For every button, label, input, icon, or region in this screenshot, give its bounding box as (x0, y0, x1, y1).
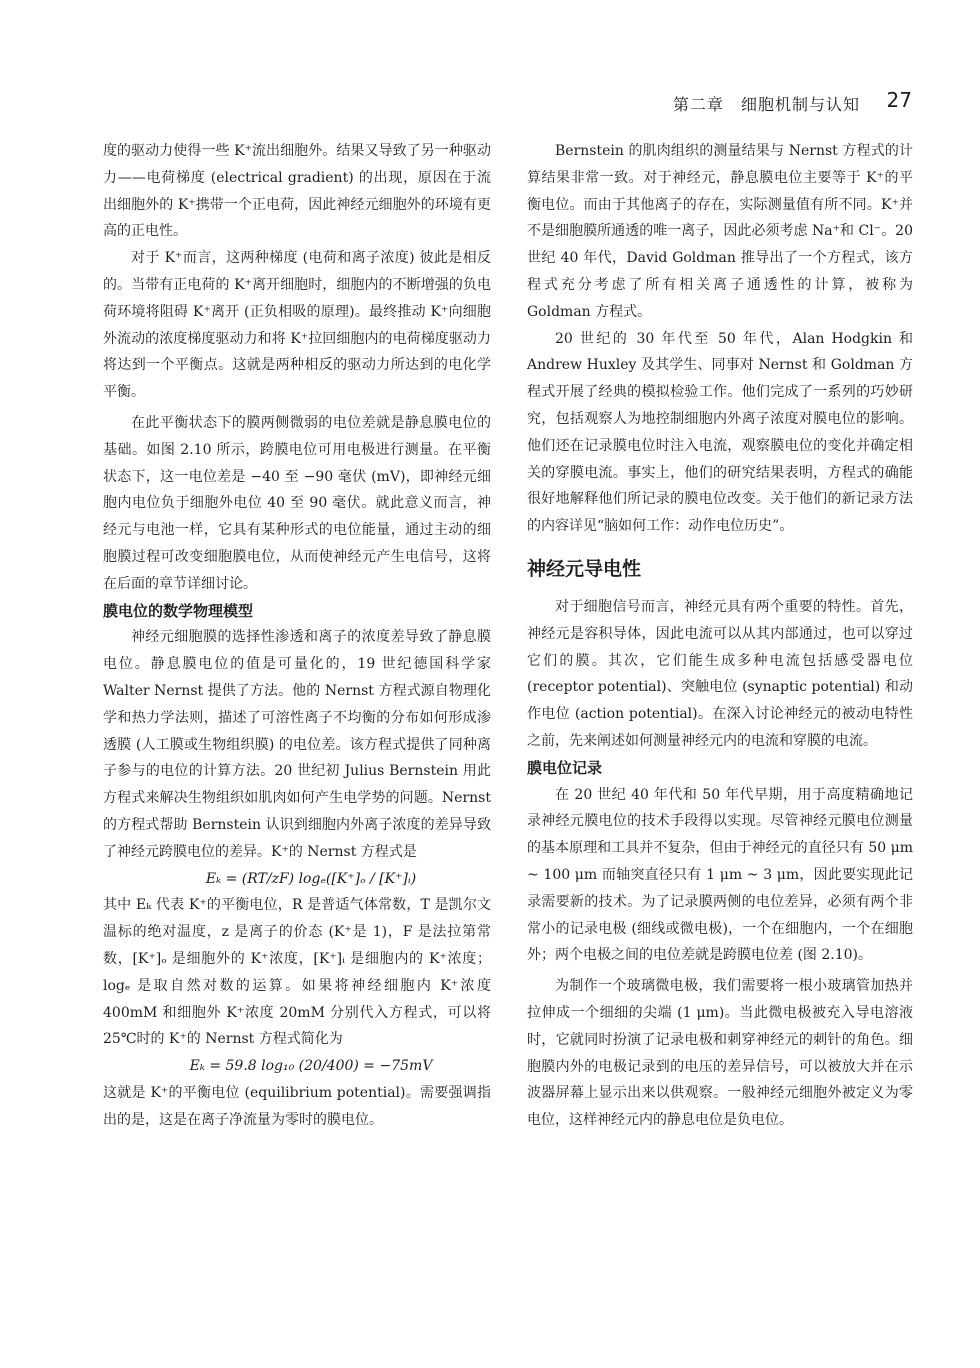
left-paragraph-5: 其中 Eₖ 代表 K⁺的平衡电位，R 是普适气体常数，T 是凯尔文温标的绝对温度，z 是离子的价态 (K⁺是 1)，F 是法拉第常数，[K⁺]ₒ 是细胞外的 K⁺浓度，[K⁺]ᵢ 是细胞内的 K⁺浓度；logₑ 是取自然对数的运算。如果将神经细胞内 K⁺浓度 400mM 和细胞外 K⁺浓度 20mM 分别代入方程式，可以将 25℃时的 K⁺的 Nernst 方程式简化为 (103, 897, 491, 1048)
right-paragraph-3: 对于细胞信号而言，神经元具有两个重要的特性。首先，神经元是容积导体，因此电流可以从其内部通过，也可以穿过它们的膜。其次，它们能生成多种电流包括感受器电位 (receptor potential)、突触电位 (synaptic potential) 和动作电位 (action potential)。在深入讨论神经元的被动电特性之前，先来阐述如何测量神经元内的电流和穿膜的电流。 (527, 598, 913, 749)
left-paragraph-2: 对于 K⁺而言，这两种梯度 (电荷和离子浓度) 彼此是相反的。当带有正电荷的 K⁺离开细胞时，细胞内的不断增强的负电荷环境将阻碍 K⁺离开 (正负相吸的原理)。最终推动 K⁺向细胞外流动的浓度梯度驱动力和将 K⁺拉回细胞内的电荷梯度驱动力将达到一个平衡点。这就是两种相反的驱动力所达到的电化学平衡。 (103, 250, 491, 401)
chapter-title: 第二章 细胞机制与认知 (672, 95, 860, 114)
right-paragraph-1: Bernstein 的肌肉组织的测量结果与 Nernst 方程式的计算结果非常一致。对于神经元，静息膜电位主要等于 K⁺的平衡电位。而由于其他离子的存在，实际测量值有所不同。K⁺并不是细胞膜所通透的唯一离子，因此必须考虑 Na⁺和 Cl⁻。20 世纪 40 年代，David Goldman 推导出了一个方程式，该方程式充分考虑了所有相关离子通透性的计算，被称为 Goldman 方程式。 (527, 143, 913, 320)
right-column (527, 138, 913, 1134)
left-paragraph-4: 神经元细胞膜的选择性渗透和离子的浓度差导致了静息膜电位。静息膜电位的值是可量化的，19 世纪德国科学家 Walter Nernst 提供了方法。他的 Nernst 方程式源自物理化学和热力学法则，描述了可溶性离子不均衡的分布如何形成渗透膜 (人工膜或生物组织膜) 的电位差。该方程式提供了同种离子参与的电位的计算方法。20 世纪初 Julius Bernstein 用此方程式来解决生物组织如肌肉如何产生电学势的问题。Nernst 的方程式帮助 Bernstein 认识到细胞内外离子浓度的差异导致了神经元跨膜电位的差异。K⁺的 Nernst 方程式是 (103, 629, 491, 860)
right-paragraph-4: 在 20 世纪 40 年代和 50 年代早期，用于高度精确地记录神经元膜电位的技术手段得以实现。尽管神经元膜电位测量的基本原理和工具并不复杂，但由于神经元的直径只有 50 μm ~ 100 μm 而轴突直径只有 1 μm ~ 3 μm，因此要实现此记录需要新的技术。为了记录膜两侧的电位差异，必须有两个非常小的记录电极 (细线或微电极)，一个在细胞内，一个在细胞外；两个电极之间的电位差就是跨膜电位差 (图 2.10)。 (527, 786, 913, 964)
right-paragraph-5: 为制作一个玻璃微电极，我们需要将一根小玻璃管加热并拉伸成一个细细的尖端 (1 μm)。当此微电极被充入导电溶液时，它就同时扮演了记录电极和刺穿神经元的刺针的角色。细胞膜内外的电极记录到的电压的差异信号，可以被放大并在示波器屏幕上显示出来以供观察。一般神经元细胞外被定义为零电位，这样神经元内的静息电位是负电位。 (527, 978, 913, 1129)
nernst-equation-simplified: Eₖ = 59.8 log₁₀ (20/400) = −75mV (189, 1058, 433, 1075)
page-number: 27 (886, 88, 912, 112)
section-heading-membrane-model: 膜电位的数学物理模型 (103, 601, 254, 620)
section-heading-neuron-conductivity: 神经元导电性 (527, 557, 642, 580)
left-paragraph-1: 度的驱动力使得一些 K⁺流出细胞外。结果又导致了另一种驱动力——电荷梯度 (electrical gradient) 的出现，原因在于流出细胞外的 K⁺携带一个正电荷，因此神经元细胞外的环境有更高的正电性。 (103, 143, 491, 240)
right-paragraph-2: 20 世纪的 30 年代至 50 年代，Alan Hodgkin 和 Andrew Huxley 及其学生、同事对 Nernst 和 Goldman 方程式开展了经典的模拟检验工作。他们完成了一系列的巧妙研究，包括观察人为地控制细胞内外离子浓度对膜电位的影响。他们还在记录膜电位时注入电流，观察膜电位的变化并确定相关的穿膜电流。事实上，他们的研究结果表明，方程式的确能很好地解释他们所记录的膜电位改变。关于他们的新记录方法的内容详见“脑如何工作：动作电位历史”。 (527, 330, 913, 535)
running-header (0, 90, 980, 114)
left-column (103, 138, 491, 1133)
nernst-equation: Eₖ = (RT/zF) logₑ([K⁺]ₒ / [K⁺]ᵢ) (205, 870, 417, 887)
left-paragraph-6: 这就是 K⁺的平衡电位 (equilibrium potential)。需要强调指出的是，这是在离子净流量为零时的膜电位。 (103, 1084, 491, 1128)
section-heading-membrane-recording: 膜电位记录 (527, 758, 603, 777)
left-paragraph-3: 在此平衡状态下的膜两侧微弱的电位差就是静息膜电位的基础。如图 2.10 所示，跨膜电位可用电极进行测量。在平衡状态下，这一电位差是 −40 至 −90 毫伏 (mV)，即神经元细胞内电位负于细胞外电位 40 至 90 毫伏。就此意义而言，神经元与电池一样，它具有某种形式的电位能量，通过主动的细胞膜过程可改变细胞膜电位，从而使神经元产生电信号，这将在后面的章节详细讨论。 (103, 414, 491, 592)
